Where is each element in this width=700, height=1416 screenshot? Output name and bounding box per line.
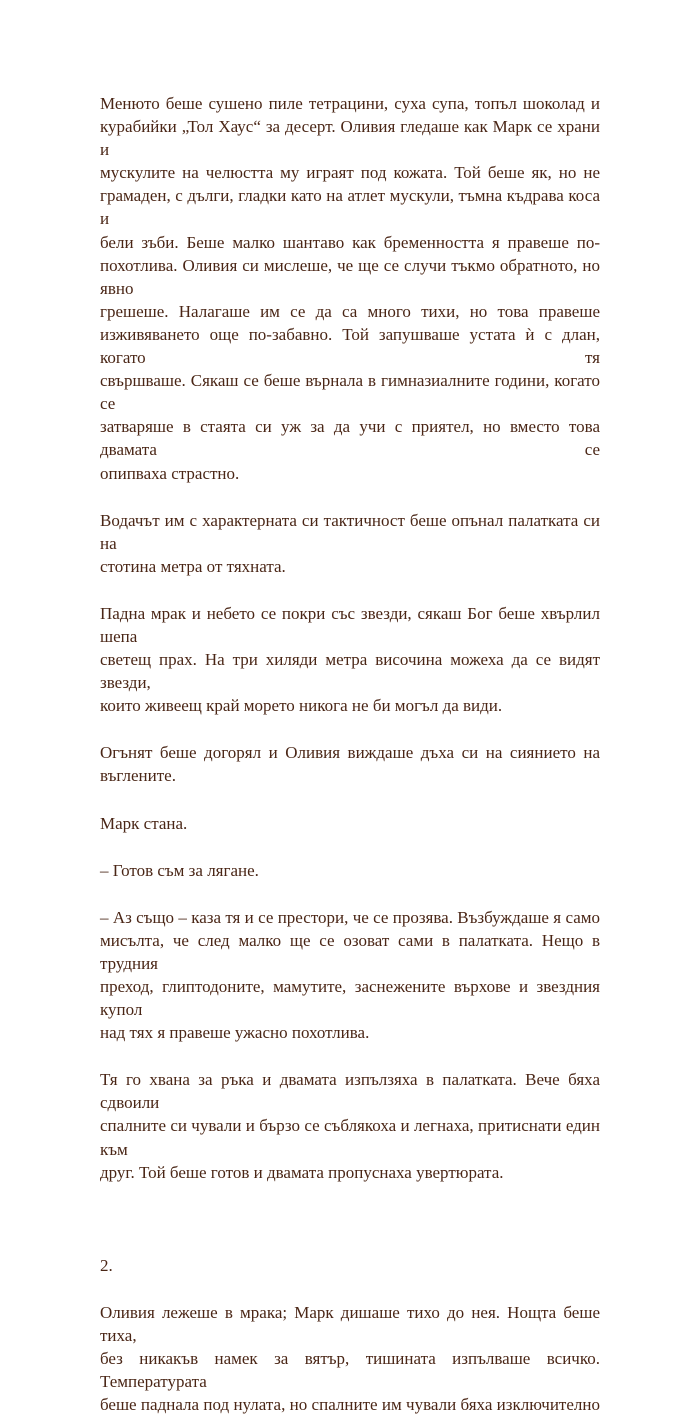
text-line: над тях я правеше ужасно похотлива.	[100, 1023, 370, 1043]
text-line: стотина метра от тяхната.	[100, 556, 286, 576]
text-line: Менюто беше сушено пиле тетрацини, суха супа, топъл шоколад и	[100, 94, 600, 113]
paragraph-stars	[100, 602, 600, 717]
paragraph-mark-stood	[100, 812, 600, 835]
text-line: затваряше в стаята си уж за да учи с приятел, но вместо това двамата се	[100, 417, 600, 460]
text-line: грамаден, с дълги, гладки като на атлет мускули, тъмна къдрава коса и	[100, 186, 600, 229]
text-line: Огънят беше догорял и Оливия виждаше дъха си на сиянието на	[100, 743, 600, 763]
paragraph-dialogue-me-too	[100, 906, 600, 1045]
text-line: – Аз също – каза тя и се престори, че се прозява. Възбуждаше я само	[100, 907, 600, 927]
paragraph-guide	[100, 509, 600, 578]
text-line: мускулите на челюстта му играят под кожата. Той беше як, но не	[100, 163, 600, 183]
text-line: които живеещ край морето никога не би могъл да види.	[100, 696, 503, 716]
chapter-number: 2.	[100, 1255, 113, 1275]
text-line: Водачът им с характерната си тактичност беше опънал палатката си на	[100, 510, 600, 553]
text-line: преход, глиптодоните, мамутите, заснежените върхове и звездния купол	[100, 977, 600, 1020]
text-line: – Готов съм за лягане.	[100, 860, 259, 880]
text-line: спалните си чували и бързо се съблякоха и легнаха, притиснати един към	[100, 1116, 600, 1159]
text-line: опипваха страстно.	[100, 463, 240, 483]
paragraph-tent	[100, 1068, 600, 1183]
text-line: мисълта, че след малко ще се озоват сами в палатката. Нещо в трудния	[100, 930, 600, 973]
text-line: Марк стана.	[100, 813, 188, 833]
text-line: друг. Той беше готов и двамата пропуснаха увертюрата.	[100, 1162, 504, 1182]
text-line: курабийки „Тол Хаус“ за десерт. Оливия гледаше как Марк се храни и	[100, 117, 600, 160]
text-line: Оливия лежеше в мрака; Марк дишаше тихо до нея. Нощта беше тиха,	[100, 1302, 600, 1345]
text-line: светещ прах. На три хиляди метра височина можеха да се видят звезди,	[100, 650, 600, 693]
text-line: изживяването още по-забавно. Той запушваше устата ѝ с длан, когато тя	[100, 324, 600, 368]
text-line: свършваше. Сякаш се беше върнала в гимназиалните години, когато се	[100, 371, 600, 414]
text-line: беше паднала под нулата, но спалните им чували бяха изключително	[100, 1395, 600, 1415]
text-line: грешеше. Налагаше им се да са много тихи, но това правеше	[100, 301, 600, 321]
text-line: Падна мрак и небето се покри със звезди, сякаш Бог беше хвърлил шепа	[100, 603, 600, 646]
text-line: бели зъби. Беше малко шантаво как бременността я правеше по-	[100, 232, 600, 252]
paragraph-dinner	[100, 92, 600, 485]
text-line: без никакъв намек за вятър, тишината изпълваше всичко. Температурата	[100, 1348, 600, 1392]
paragraph-night	[100, 1301, 600, 1416]
text-line: Тя го хвана за ръка и двамата изпълзяха в палатката. Вече бяха сдвоили	[100, 1070, 600, 1113]
paragraph-dialogue-ready	[100, 859, 600, 882]
text-line: въглените.	[100, 766, 176, 786]
paragraph-fire	[100, 741, 600, 787]
text-line: похотлива. Оливия си мислеше, че ще се случи тъкмо обратното, но явно	[100, 255, 600, 298]
